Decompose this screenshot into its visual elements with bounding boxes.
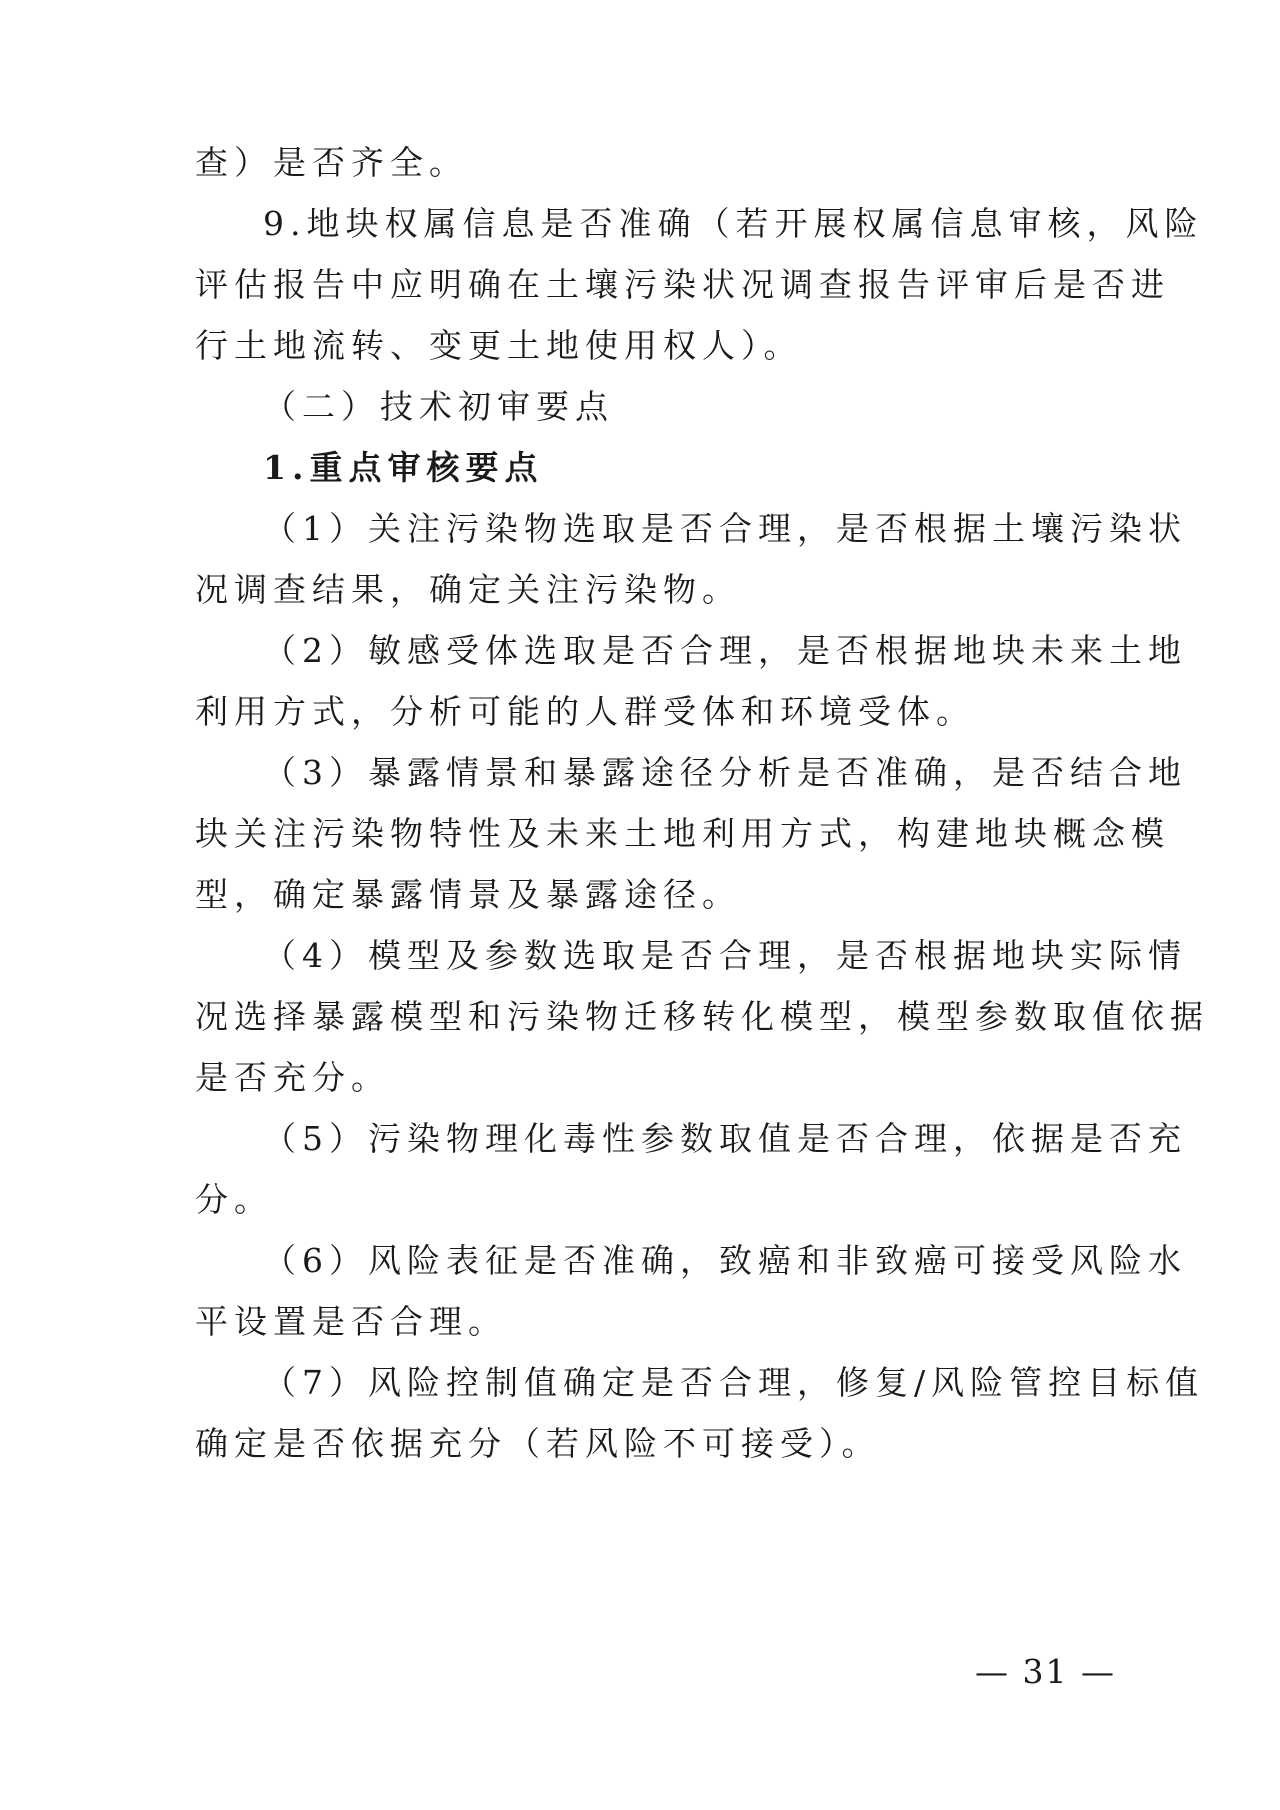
text-line-14: （4）模型及参数选取是否合理，是否根据地块实际情 — [263, 936, 1187, 975]
text-line-3: 评估报告中应明确在土壤污染状况调查报告评审后是否进 — [195, 265, 1170, 304]
text-line-19: （6）风险表征是否准确，致癌和非致癌可接受风险水 — [263, 1241, 1187, 1280]
text-line-17: （5）污染物理化毒性参数取值是否合理，依据是否充 — [263, 1119, 1187, 1158]
text-line-4: 行土地流转、变更土地使用权人）。 — [195, 326, 803, 365]
text-line-16: 是否充分。 — [195, 1058, 390, 1097]
text-line-18: 分。 — [195, 1180, 273, 1219]
text-line-2: 9.地块权属信息是否准确（若开展权属信息审核，风险 — [263, 204, 1204, 243]
text-line-15: 况选择暴露模型和污染物迁移转化模型，模型参数取值依据 — [195, 997, 1209, 1036]
subsection-heading: 1.重点审核要点 — [263, 448, 544, 487]
text-line-1: 查）是否齐全。 — [195, 143, 468, 182]
page-number: — 31 — — [975, 1652, 1116, 1691]
text-line-10: 利用方式，分析可能的人群受体和环境受体。 — [195, 692, 975, 731]
text-line-11: （3）暴露情景和暴露途径分析是否准确，是否结合地 — [263, 753, 1187, 792]
text-line-7: （1）关注污染物选取是否合理，是否根据土壤污染状 — [263, 509, 1187, 548]
text-line-8: 况调查结果，确定关注污染物。 — [195, 570, 741, 609]
text-line-21: （7）风险控制值确定是否合理，修复/风险管控目标值 — [263, 1363, 1205, 1402]
text-line-20: 平设置是否合理。 — [195, 1302, 507, 1341]
text-line-12: 块关注污染物特性及未来土地利用方式，构建地块概念模 — [195, 814, 1170, 853]
text-line-9: （2）敏感受体选取是否合理，是否根据地块未来土地 — [263, 631, 1187, 670]
text-line-13: 型，确定暴露情景及暴露途径。 — [195, 875, 741, 914]
section-heading: （二）技术初审要点 — [263, 387, 614, 426]
text-line-22: 确定是否依据充分（若风险不可接受）。 — [195, 1424, 881, 1463]
